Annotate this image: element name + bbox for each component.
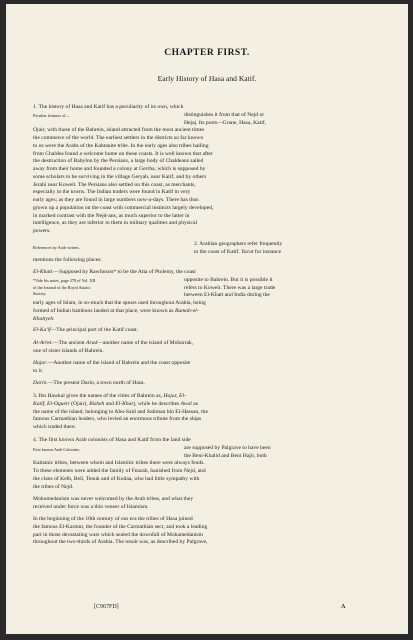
p9-line: the Beni-Khalid and Beni Hajir, both [184, 452, 267, 459]
p5-text: —The ancient [52, 340, 85, 346]
p8-text: as [193, 400, 198, 407]
p1-line: Hejaj. Its ports—Grane, Hasa, Katif, [184, 119, 267, 126]
p1-line: Jerahi near Koweit. The Persians also settled on this coast, as merchants, [33, 181, 196, 188]
margin-note-references: References by Arab writers. [33, 245, 80, 250]
p8-line: famous Carmathian leaders, who levied an enormous tribute from the ships [33, 416, 202, 423]
p9-line: the tribes of Nejd. [33, 483, 74, 490]
place-name: Hajar [33, 360, 47, 366]
p6-line: to it. [33, 367, 44, 374]
p4-line [33, 327, 385, 335]
p1-line: Ojair, with those of the Bahrein, island attracted from the most ancient times [33, 127, 205, 134]
p8-line [33, 393, 385, 401]
p7-line [33, 380, 385, 388]
chapter-heading: CHAPTER FIRST. [164, 48, 250, 58]
p8-text: , while he describes [135, 400, 180, 407]
p1-line: early ages; as they are found in large numbers now-a-days. There has thus [33, 197, 199, 203]
p2-author: Yacut [241, 248, 254, 255]
place-name: El-Khatt [33, 269, 53, 275]
place-name: Rumah-el- [174, 307, 199, 314]
p2-text: for instance [254, 248, 282, 255]
p8-line [33, 401, 385, 409]
p8-text: (Ojair), [71, 400, 88, 407]
place-name: Bisheh [89, 400, 105, 407]
p3-line: Khattyeh. [33, 315, 55, 322]
p9-line: To these elements were added the family of Feazah, banished from Nejd, and [33, 468, 206, 474]
p11-line: part in those devastating wars which sealed the downfall of Mohamedanism [33, 531, 203, 538]
document-page [6, 4, 408, 634]
p5-line [33, 340, 385, 348]
p1-line: away from their home and founded a colony at Gerrha, which is supposed by [33, 166, 206, 172]
p3-line: opposite to Bahrein. But it is possible it [184, 276, 273, 283]
chapter-subtitle: Early History of Hasa and Katif. [157, 74, 257, 83]
p9-line: the clans of Kelb, Beli, Tenuk and of Kodaa, who had little sympathy with [33, 475, 200, 482]
p3-line: between El-Khatt and India during the [184, 292, 270, 299]
margin-note-peculiar: Peculiar features of— [33, 113, 70, 118]
p8-line: which traded there. [33, 424, 77, 430]
p4-text: —The principal port of the Katif coast. [50, 327, 139, 333]
p5-text: —another name of the island of Moharrak, [97, 340, 194, 346]
p9-line: Kahtanic tribes, between whom and Islamitic tribes there were always feuds. [33, 460, 205, 467]
p1-line: especially in the towns. The Indian traders were found in Katif in very [33, 189, 191, 196]
signature-mark: A [341, 604, 346, 610]
p1-line: 1. The history of Hasa and Katif has a peculiarity of its own, which [33, 104, 184, 110]
p1-line: to us were the Arabs of the Kahtanite tribe. In the early ages also tribes hailing [33, 142, 209, 149]
p5-line: one of sister islands of Bahrein. [33, 347, 104, 354]
p8-text: 3. Ibn Hawkal gives the names of the cities of Bahrein as, [33, 393, 163, 399]
p9-line: are supposed by Palgrave to have been [184, 444, 271, 451]
p8-line: the name of the island, belonging to Abu-Said and Suliman bin El-Hassan, the [33, 408, 208, 415]
place-name: Darin [33, 380, 47, 386]
p8-text: and [105, 400, 114, 407]
place-name: Al-Arret. [33, 340, 53, 346]
p2-line: 2. Arabian geographers refer frequently [194, 241, 283, 247]
p3-line [33, 269, 385, 277]
print-code: [C967FD] [94, 604, 119, 610]
p6-text: .—Another name of the island of Bahrein and the coast opposite [46, 360, 191, 366]
p3-line: refers to Koweit. There was a large trade [184, 284, 276, 291]
p9-line: 4. The first known Arab colonists of Hasa and Katif from the land side [33, 437, 191, 443]
margin-note-colonists: First known Arab Colonists. [33, 447, 81, 452]
p1-line: grown up a population on the coast with commercial instincts largely developed, [33, 204, 214, 211]
p2-line [194, 249, 385, 257]
place-name: Hajar, El- [163, 393, 186, 399]
p3-text: formed of Indian bamboos landed at that place, were known as [33, 307, 174, 314]
p3-line: early ages of Islam, in so-much that the spears used throughout Arabia, being [33, 300, 206, 306]
place-name: Arad [86, 340, 98, 346]
p1-line: some scholars to be surviving in the village Geryah, near Katif, and by others [33, 173, 207, 180]
p10-line: received under force was a thin veneer of Islamism. [33, 503, 149, 510]
p1-line: from Chaldea found a welcome home on these coasts. It is well known that after [33, 150, 213, 157]
footnote: *Vide his notes, page 278 of Vol. XII [33, 278, 96, 283]
p1-line: the destruction of Babylon by the Persians, a large body of Chaldeans sailed [33, 158, 204, 165]
p1-line: powers. [33, 228, 51, 234]
p1-line: in marked contrast with the Nejd-ans, as much superior to the latter in [33, 212, 190, 219]
p1-line: the commerce of the world. The earliest settlers in the districts so far known [33, 135, 204, 141]
p7-text: .—The present Darin, a town north of Hasa. [46, 380, 145, 386]
p3-line [33, 308, 385, 316]
place-name: Awal [180, 400, 192, 407]
footnote: Society. [33, 291, 47, 296]
p2-text: to the coast of Katif. [194, 248, 240, 255]
p10-line: Mohomedanism was never welcomed by the Arab tribes, and what they [33, 496, 194, 502]
p11-line: In the beginning of the 10th century of our era the tribes of Hasa joined [33, 516, 193, 522]
p3-text: .—Supposed by Rawlinson* to be the Atta of Ptolemy, the coast [52, 269, 196, 275]
place-name: El-Ka'if [33, 327, 51, 333]
p1-line: intelligence, as they are inferior to them in military qualities and physical [33, 220, 198, 227]
footnote: of the Journal of the Royal Asiatic [33, 284, 91, 290]
p2-line: mentions the following places: [33, 256, 102, 263]
p11-line: throughout the two-thirds of Arabia. The result was, as described by Palgrave, [33, 539, 208, 546]
p6-line [33, 360, 385, 368]
p1-line: distinguishes it from that of Nejd or [184, 111, 265, 118]
p11-line: the famous El-Karmut, the founder of the Carmathian sect, and took a leading [33, 523, 208, 530]
place-name: El-Kharj [115, 400, 136, 407]
place-name: Katif, El-Oqueir [33, 400, 70, 407]
